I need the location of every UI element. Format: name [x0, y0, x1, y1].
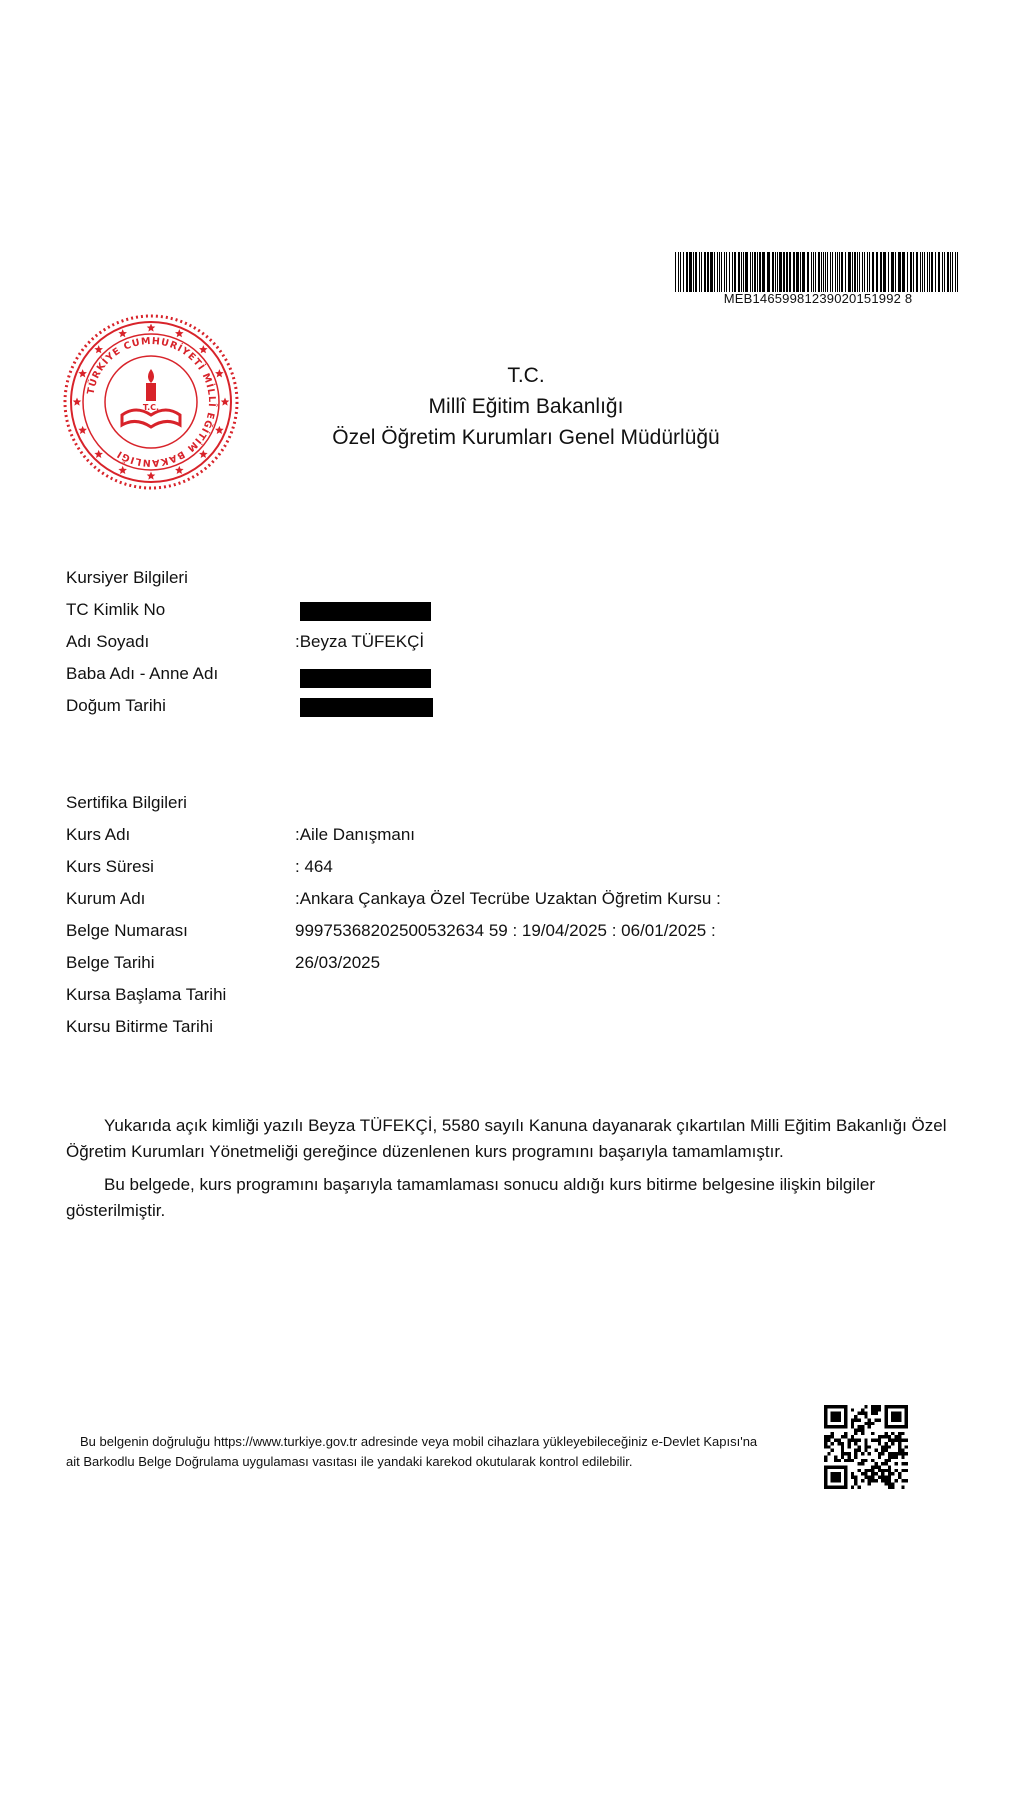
- barcode-number: MEB14659981239020151992 8: [723, 291, 913, 306]
- end-date-label: Kursu Bitirme Tarihi: [66, 1017, 214, 1036]
- header-ministry: Millî Eğitim Bakanlığı: [428, 395, 624, 418]
- body-paragraph: Yukarıda açık kimliği yazılı Beyza TÜFEKÇİ, 5580 sayılı Kanuna dayanarak çıkartılan Milli Eğitim Bakanlığı Özel Öğretim Kurumları Yönetmeliği gereğince düzenlenen kurs programını başarıyla tamamlamıştır.: [66, 1116, 947, 1161]
- qr-code-icon[interactable]: [824, 1405, 908, 1489]
- course-duration-label: Kurs Süresi: [66, 857, 154, 876]
- tc-no-label: TC Kimlik No: [66, 600, 166, 619]
- header-tc: T.C.: [507, 364, 545, 387]
- student-section-title: Kursiyer Bilgileri: [66, 568, 188, 587]
- course-duration-value: : 464: [295, 857, 333, 876]
- document-number-label: Belge Numarası: [66, 921, 188, 940]
- verification-note: Bu belgenin doğruluğu https://www.turkiye.gov.tr adresinde veya mobil cihazlara yükleyebileceğiniz e-Devlet Kapısı'na ait Barkodlu Belge Doğrulama uygulaması vasıtası ile yandaki karekod okutularak kontrol edilebilir.: [66, 1434, 758, 1469]
- redaction-bar: [300, 602, 431, 621]
- redaction-bar: [300, 669, 431, 688]
- seal-monogram: T.C.: [142, 403, 160, 412]
- birthdate-label: Doğum Tarihi: [66, 696, 166, 715]
- start-date-label: Kursa Başlama Tarihi: [66, 985, 227, 1004]
- course-name-label: Kurs Adı: [66, 825, 131, 844]
- certificate-section-title: Sertifika Bilgileri: [66, 793, 187, 812]
- parents-label: Baba Adı - Anne Adı: [66, 664, 219, 683]
- name-value: :Beyza TÜFEKÇİ: [295, 632, 425, 651]
- document-date-value: 26/03/2025: [295, 953, 381, 972]
- name-label: Adı Soyadı: [66, 632, 150, 651]
- body-paragraph: Bu belgede, kurs programını başarıyla tamamlaması sonucu aldığı kurs bitirme belgesine ilişkin bilgiler gösterilmiştir.: [66, 1175, 876, 1220]
- barcode-icon: [675, 252, 961, 292]
- institution-label: Kurum Adı: [66, 889, 146, 908]
- seal-text: TÜRKİYE CUMHURİYETİ MİLLÎ EĞİTİM BAKANLIĞI: [85, 335, 218, 469]
- institution-value: :Ankara Çankaya Özel Tecrübe Uzaktan Öğretim Kursu :: [295, 889, 721, 908]
- course-name-value: :Aile Danışmanı: [295, 825, 415, 844]
- document-number-value: 99975368202500532634 59 : 19/04/2025 : 06/01/2025 :: [295, 921, 716, 940]
- document-date-label: Belge Tarihi: [66, 953, 155, 972]
- redaction-bar: [300, 698, 433, 717]
- header-department: Özel Öğretim Kurumları Genel Müdürlüğü: [332, 426, 720, 449]
